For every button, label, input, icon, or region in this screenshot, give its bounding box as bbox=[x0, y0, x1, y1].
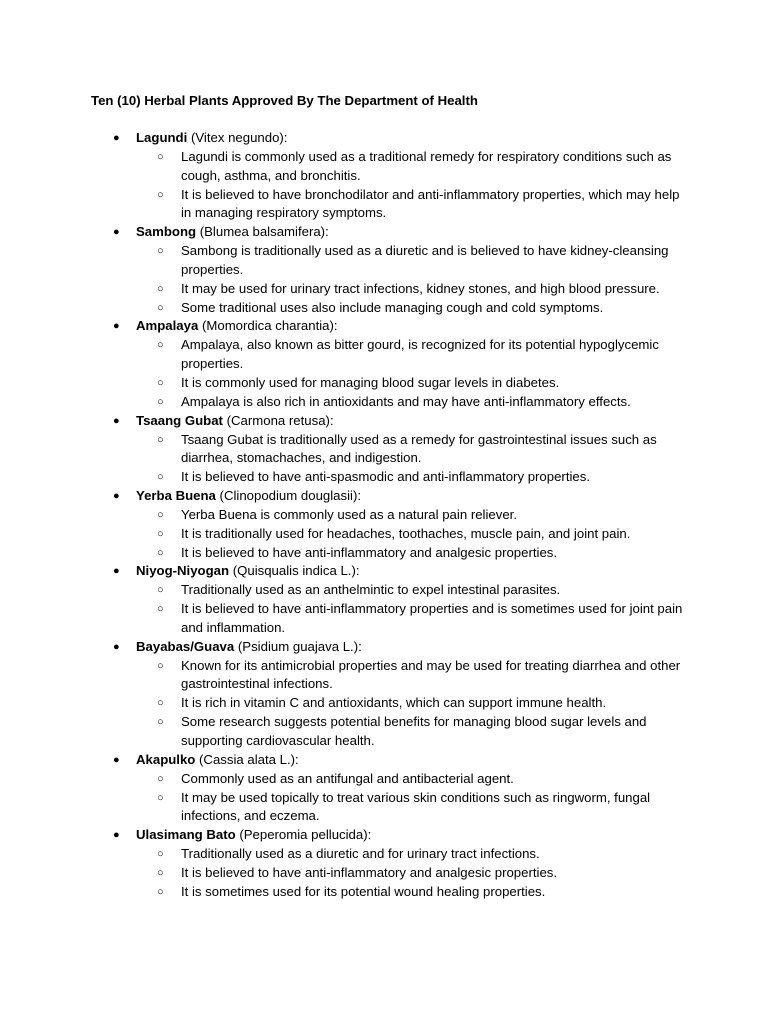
plant-scientific-name: (Psidium guajava L.): bbox=[234, 638, 362, 654]
plant-note-text: It is believed to have anti-inflammatory properties and is sometimes used for joint pain and inflammation. bbox=[181, 601, 683, 635]
plant-item bbox=[0, 487, 768, 562]
plant-heading bbox=[0, 412, 768, 431]
plant-name: Yerba Buena bbox=[136, 488, 216, 504]
bullet-icon: ● bbox=[113, 490, 120, 503]
plant-note bbox=[0, 657, 683, 695]
plant-note bbox=[0, 280, 683, 299]
plant-note-text: It is rich in vitamin C and antioxidants, which can support immune health. bbox=[181, 695, 607, 711]
bullet-icon: ● bbox=[113, 320, 120, 333]
plant-name: Niyog-Niyogan bbox=[136, 563, 230, 579]
plant-note bbox=[0, 864, 683, 883]
plant-note-text: It may be used topically to treat various skin conditions such as ringworm, fungal infections, and eczema. bbox=[181, 789, 651, 824]
plant-item bbox=[0, 317, 768, 411]
plant-note-text: Yerba Buena is commonly used as a natural pain reliever. bbox=[181, 506, 517, 522]
hollow-bullet-icon: ○ bbox=[157, 866, 164, 879]
plant-scientific-name: (Peperomia pellucida): bbox=[235, 827, 372, 843]
plant-note-text: Known for its antimicrobial properties and may be used for treating diarrhea and other gastrointestinal infections. bbox=[181, 657, 681, 692]
plant-note bbox=[0, 525, 683, 544]
plant-heading bbox=[0, 223, 768, 242]
plant-item bbox=[0, 562, 768, 637]
plant-note bbox=[0, 431, 683, 469]
plant-notes bbox=[0, 242, 768, 317]
hollow-bullet-icon: ○ bbox=[157, 791, 164, 804]
hollow-bullet-icon: ○ bbox=[157, 716, 164, 729]
bullet-icon: ● bbox=[113, 829, 120, 842]
hollow-bullet-icon: ○ bbox=[157, 395, 164, 408]
plant-note-text: Traditionally used as an anthelmintic to expel intestinal parasites. bbox=[181, 582, 561, 598]
plant-note bbox=[0, 845, 683, 864]
plant-notes bbox=[0, 581, 768, 638]
hollow-bullet-icon: ○ bbox=[157, 584, 164, 597]
plant-name: Bayabas/Guava bbox=[136, 638, 235, 654]
plant-item bbox=[0, 412, 768, 487]
plant-item bbox=[0, 223, 768, 317]
plant-name: Ampalaya bbox=[136, 318, 199, 334]
plant-heading bbox=[0, 826, 768, 845]
plant-scientific-name: (Clinopodium douglasii): bbox=[215, 488, 362, 504]
plant-notes bbox=[0, 336, 768, 411]
plant-note-text: It is believed to have anti-spasmodic and anti-inflammatory properties. bbox=[181, 469, 591, 485]
hollow-bullet-icon: ○ bbox=[157, 848, 164, 861]
plant-note-text: It is commonly used for managing blood sugar levels in diabetes. bbox=[181, 374, 560, 390]
plant-name: Lagundi bbox=[136, 130, 188, 145]
document-title: Ten (10) Herbal Plants Approved By The Department of Health bbox=[91, 93, 478, 108]
hollow-bullet-icon: ○ bbox=[157, 245, 164, 258]
plant-note bbox=[0, 468, 683, 487]
plant-note-text: It may be used for urinary tract infections, kidney stones, and high blood pressure. bbox=[181, 280, 660, 296]
plant-note bbox=[0, 148, 683, 186]
bullet-icon: ● bbox=[113, 753, 120, 766]
plant-list bbox=[0, 129, 768, 902]
plant-scientific-name: (Blumea balsamifera): bbox=[196, 224, 329, 240]
plant-note-text: It is believed to have anti-inflammatory and analgesic properties. bbox=[181, 864, 558, 880]
plant-item bbox=[0, 826, 768, 901]
hollow-bullet-icon: ○ bbox=[157, 339, 164, 352]
plant-item bbox=[0, 129, 768, 223]
plant-note bbox=[0, 299, 683, 318]
plant-note-text: It is sometimes used for its potential wound healing properties. bbox=[181, 883, 546, 899]
plant-note-text: It is believed to have anti-inflammatory and analgesic properties. bbox=[181, 544, 558, 560]
plant-note bbox=[0, 506, 683, 525]
plant-note bbox=[0, 600, 683, 638]
hollow-bullet-icon: ○ bbox=[157, 772, 164, 785]
plant-heading bbox=[0, 562, 768, 581]
plant-note-text: Traditionally used as a diuretic and for urinary tract infections. bbox=[181, 846, 540, 862]
plant-note bbox=[0, 374, 683, 393]
hollow-bullet-icon: ○ bbox=[157, 150, 164, 163]
plant-note bbox=[0, 242, 683, 280]
plant-notes bbox=[0, 657, 768, 751]
bullet-icon: ● bbox=[113, 640, 120, 653]
plant-scientific-name: (Vitex negundo): bbox=[187, 130, 288, 145]
plant-note bbox=[0, 186, 683, 224]
plant-heading bbox=[0, 129, 768, 148]
plant-note bbox=[0, 789, 683, 827]
hollow-bullet-icon: ○ bbox=[157, 508, 164, 521]
hollow-bullet-icon: ○ bbox=[157, 527, 164, 540]
hollow-bullet-icon: ○ bbox=[157, 885, 164, 898]
plant-note bbox=[0, 581, 683, 600]
plant-notes bbox=[0, 506, 768, 563]
plant-note-text: Tsaang Gubat is traditionally used as a remedy for gastrointestinal issues such as diarrhea, stomachaches, and indigestion. bbox=[181, 431, 657, 466]
plant-scientific-name: (Carmona retusa): bbox=[222, 412, 334, 428]
plant-heading bbox=[0, 638, 768, 657]
hollow-bullet-icon: ○ bbox=[157, 301, 164, 314]
plant-heading bbox=[0, 317, 768, 336]
hollow-bullet-icon: ○ bbox=[157, 697, 164, 710]
hollow-bullet-icon: ○ bbox=[157, 188, 164, 201]
plant-note-text: Some traditional uses also include managing cough and cold symptoms. bbox=[181, 299, 604, 315]
plant-note-text: Lagundi is commonly used as a traditional remedy for respiratory conditions such as cough, asthma, and bronchitis. bbox=[181, 148, 672, 183]
plant-name: Tsaang Gubat bbox=[136, 412, 223, 428]
plant-note-text: It is traditionally used for headaches, toothaches, muscle pain, and joint pain. bbox=[181, 525, 631, 541]
plant-item bbox=[0, 638, 768, 751]
plant-heading bbox=[0, 751, 768, 770]
plant-note-text: It is believed to have bronchodilator and anti-inflammatory properties, which may help in managing respiratory symptoms. bbox=[181, 186, 680, 221]
plant-note bbox=[0, 544, 683, 563]
plant-notes bbox=[0, 148, 768, 223]
plant-scientific-name: (Cassia alata L.): bbox=[195, 751, 299, 767]
plant-notes bbox=[0, 845, 768, 902]
hollow-bullet-icon: ○ bbox=[157, 603, 164, 616]
plant-note-text: Ampalaya, also known as bitter gourd, is recognized for its potential hypoglycemic properties. bbox=[181, 337, 659, 372]
plant-note-text: Sambong is traditionally used as a diuretic and is believed to have kidney-cleansing properties. bbox=[181, 243, 669, 277]
hollow-bullet-icon: ○ bbox=[157, 433, 164, 446]
plant-heading bbox=[0, 487, 768, 506]
hollow-bullet-icon: ○ bbox=[157, 282, 164, 295]
plant-name: Ulasimang Bato bbox=[136, 827, 236, 843]
plant-note-text: Ampalaya is also rich in antioxidants and may have anti-inflammatory effects. bbox=[181, 393, 631, 409]
plant-note-text: Commonly used as an antifungal and antibacterial agent. bbox=[181, 770, 514, 786]
plant-name: Sambong bbox=[136, 224, 197, 240]
hollow-bullet-icon: ○ bbox=[157, 546, 164, 559]
plant-note bbox=[0, 336, 683, 374]
plant-note bbox=[0, 770, 683, 789]
plant-note bbox=[0, 713, 683, 751]
plant-note bbox=[0, 883, 683, 902]
plant-note bbox=[0, 393, 683, 412]
bullet-icon: ● bbox=[113, 132, 120, 144]
plant-notes bbox=[0, 431, 768, 488]
plant-note-text: Some research suggests potential benefits for managing blood sugar levels and supporting cardiovascular health. bbox=[181, 714, 647, 748]
plant-item bbox=[0, 751, 768, 826]
plant-scientific-name: (Quisqualis indica L.): bbox=[229, 563, 360, 579]
bullet-icon: ● bbox=[113, 565, 120, 578]
bullet-icon: ● bbox=[113, 414, 120, 427]
hollow-bullet-icon: ○ bbox=[157, 659, 164, 672]
plant-scientific-name: (Momordica charantia): bbox=[198, 318, 338, 334]
plant-name: Akapulko bbox=[136, 751, 196, 767]
hollow-bullet-icon: ○ bbox=[157, 376, 164, 389]
bullet-icon: ● bbox=[113, 226, 120, 239]
plant-notes bbox=[0, 770, 768, 827]
plant-note bbox=[0, 694, 683, 713]
hollow-bullet-icon: ○ bbox=[157, 471, 164, 484]
